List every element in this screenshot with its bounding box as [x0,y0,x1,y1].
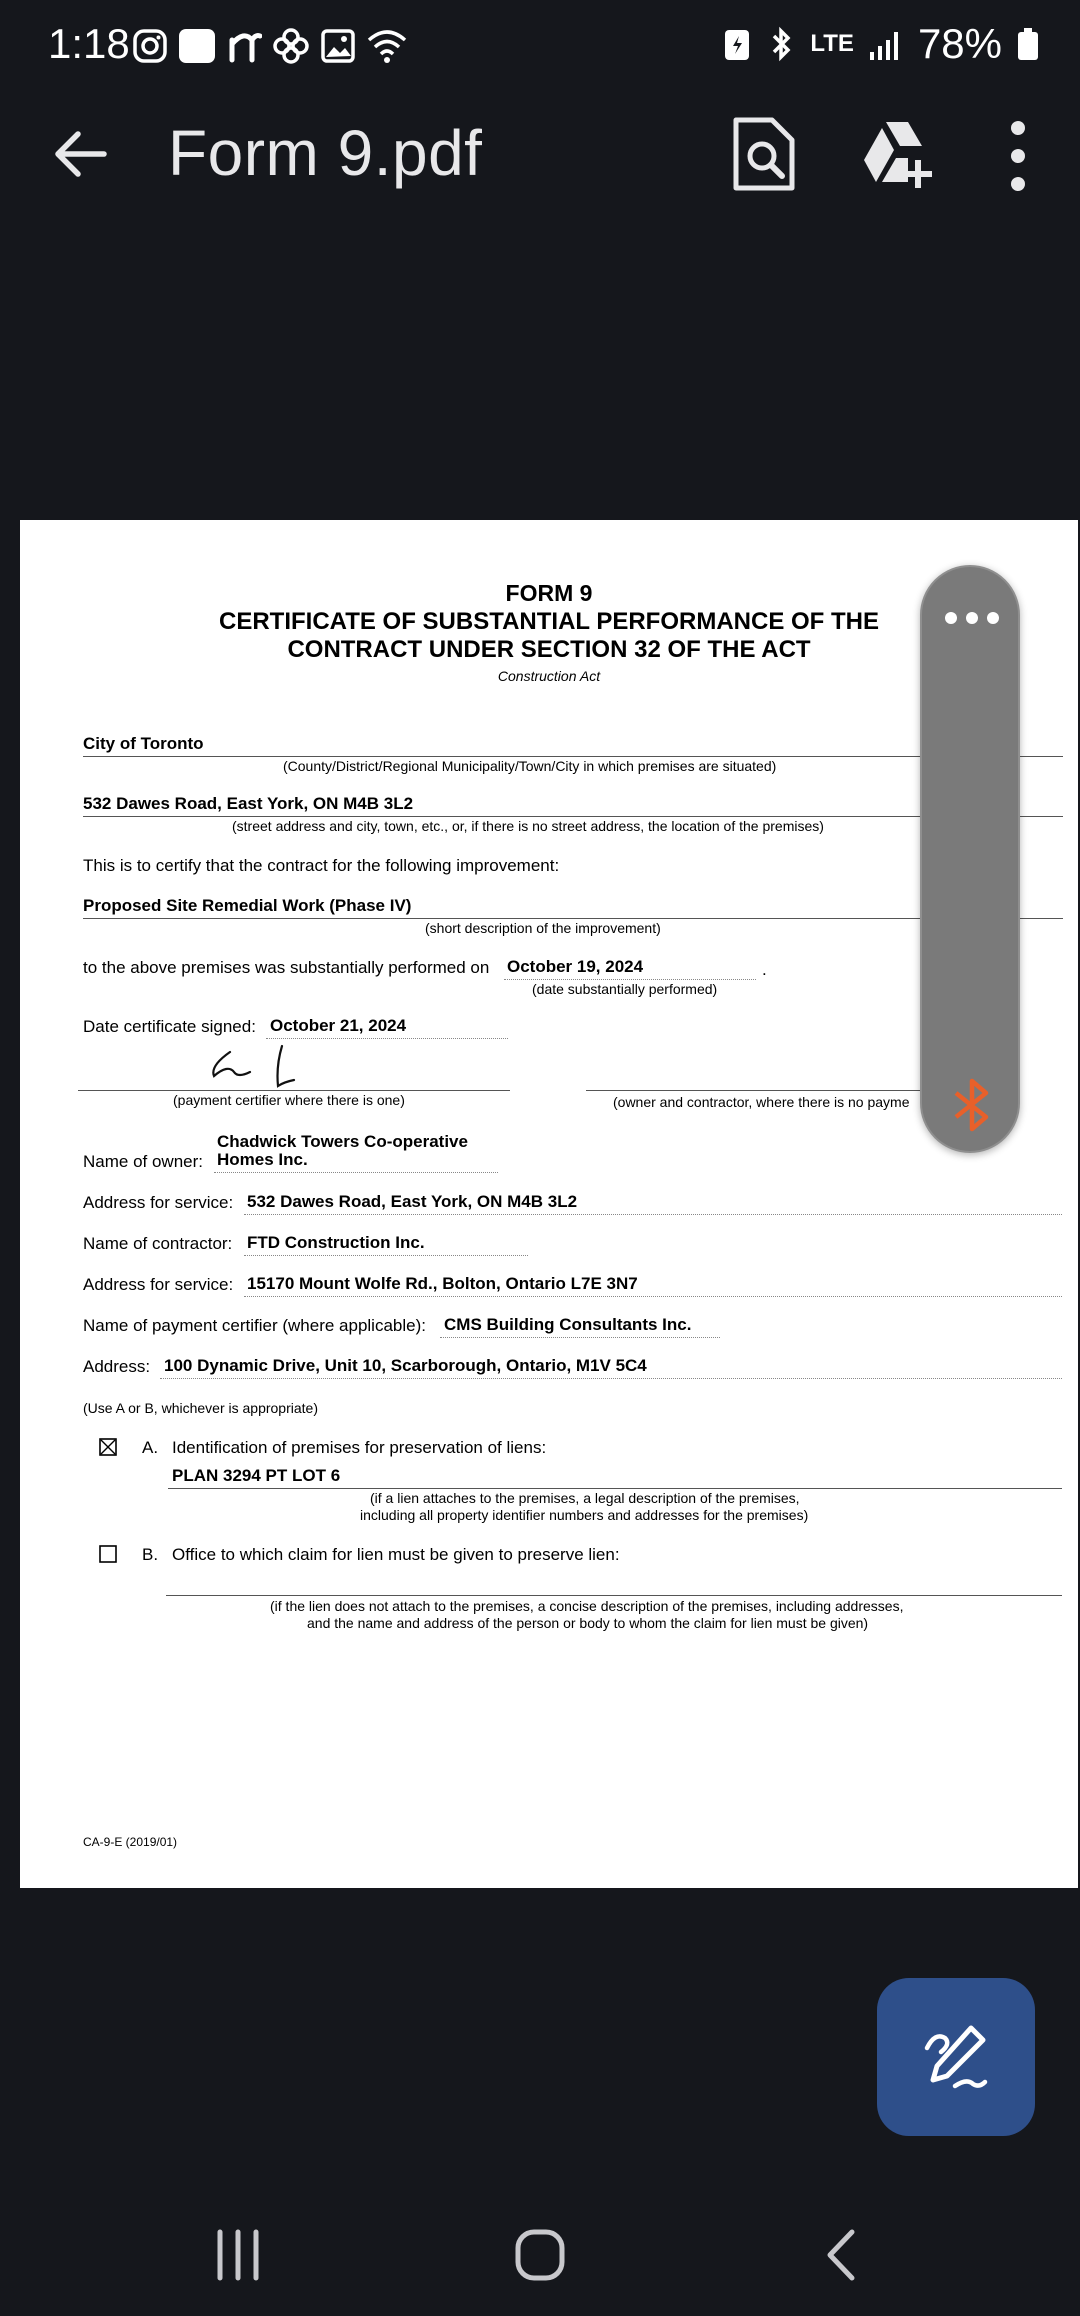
owner-address-label: Address for service: [83,1193,234,1212]
performed-text: to the above premises was substantially performed on [83,958,490,977]
footer-code: CA-9-E (2019/01) [83,1835,178,1849]
edit-fab-button[interactable] [877,1978,1035,2136]
wifi-icon [366,26,408,66]
bluetooth-icon[interactable] [950,1077,994,1133]
improvement-caption: (short description of the improvement) [425,920,661,936]
owner-label: Name of owner: [83,1152,203,1171]
option-a-text: Identification of premises for preservation of liens: [172,1438,547,1457]
pinwheel-icon [272,26,310,66]
option-a-checkbox[interactable] [99,1438,117,1456]
battery-icon [1016,24,1040,64]
contractor-label: Name of contractor: [83,1234,233,1253]
option-a-caption-1: (if a lien attaches to the premises, a legal description of the premises, [370,1490,800,1506]
certifier-value: CMS Building Consultants Inc. [444,1315,692,1334]
option-b-caption-1: (if the lien does not attach to the premises, a concise description of the premises, including addresses, [270,1598,904,1614]
certify-text: This is to certify that the contract for the following improvement: [83,856,560,875]
option-b-caption-2: and the name and address of the person or body to whom the claim for lien must be given) [307,1615,869,1631]
bluetooth-status-icon [766,24,796,64]
battery-saver-icon [722,24,752,64]
municipality-value: City of Toronto [83,734,204,753]
owner-value-line1: Chadwick Towers Co-operative [217,1132,468,1151]
option-a-caption-2: including all property identifier numbers and addresses for the premises) [360,1507,809,1523]
search-document-icon[interactable] [730,114,798,194]
premises-caption: (street address and city, town, etc., or, if there is no street address, the location of the premises) [232,818,824,834]
back-arrow-icon[interactable] [44,118,116,190]
home-icon[interactable] [500,2220,580,2290]
network-type: LTE [810,30,854,57]
contractor-address-value: 15170 Mount Wolfe Rd., Bolton, Ontario L7E 3N7 [247,1274,638,1293]
signal-icon [868,24,904,64]
status-right [722,20,1040,68]
option-b-text: Office to which claim for lien must be given to preserve lien: [172,1545,620,1564]
edit-pen-icon [921,2022,991,2092]
option-a-value: PLAN 3294 PT LOT 6 [172,1466,341,1485]
certifier-address-label: Address: [83,1357,151,1376]
instagram-icon [132,26,168,66]
status-bar [0,0,1080,96]
improvement-value: Proposed Site Remedial Work (Phase IV) [83,896,412,915]
municipality-caption: (County/District/Regional Municipality/Town/City in which premises are situated) [283,758,777,774]
option-a-letter: A. [142,1438,159,1457]
document-title: Form 9.pdf [168,117,483,189]
form-number: FORM 9 [505,580,593,606]
owner-address-value: 532 Dawes Road, East York, ON M4B 3L2 [247,1192,578,1211]
drive-add-icon[interactable] [860,118,936,190]
ring-app-icon [178,26,216,66]
performed-caption: (date substantially performed) [532,981,718,997]
form-act: Construction Act [497,668,601,684]
performed-date-value: October 19, 2024 [507,957,644,976]
contractor-value: FTD Construction Inc. [247,1233,425,1252]
app-bar [0,96,1080,214]
option-b-letter: B. [142,1545,159,1564]
more-horiz-icon[interactable] [944,611,1000,625]
premises-address-value: 532 Dawes Road, East York, ON M4B 3L2 [83,794,414,813]
form-title-line2: CONTRACT UNDER SECTION 32 OF THE ACT [287,636,811,663]
signed-label: Date certificate signed: [83,1017,256,1036]
navigation-bar [0,2200,1080,2316]
signed-date-value: October 21, 2024 [270,1016,407,1035]
signature-caption-left: (payment certifier where there is one) [173,1092,405,1108]
form-title-line1: CERTIFICATE OF SUBSTANTIAL PERFORMANCE OF THE [219,608,879,635]
recents-icon[interactable] [198,2220,278,2290]
back-icon[interactable] [802,2220,882,2290]
gallery-icon [320,26,356,66]
signature-caption-right: (owner and contractor, where there is no payme [613,1094,910,1110]
certifier-label: Name of payment certifier (where applicable): [83,1316,426,1335]
more-vert-icon[interactable] [1000,118,1036,194]
certifier-address-value: 100 Dynamic Drive, Unit 10, Scarborough, Ontario, M1V 5C4 [164,1356,647,1375]
owner-value-line2: Homes Inc. [217,1150,308,1169]
option-b-checkbox[interactable] [99,1545,117,1563]
status-time: 1:18 [48,20,130,67]
contractor-address-label: Address for service: [83,1275,234,1294]
choice-note: (Use A or B, whichever is appropriate) [83,1400,318,1416]
performed-period: . [762,960,767,979]
battery-percent: 78% [917,20,1002,67]
app-n-icon [228,26,262,66]
floating-toolbar[interactable] [920,565,1020,1153]
